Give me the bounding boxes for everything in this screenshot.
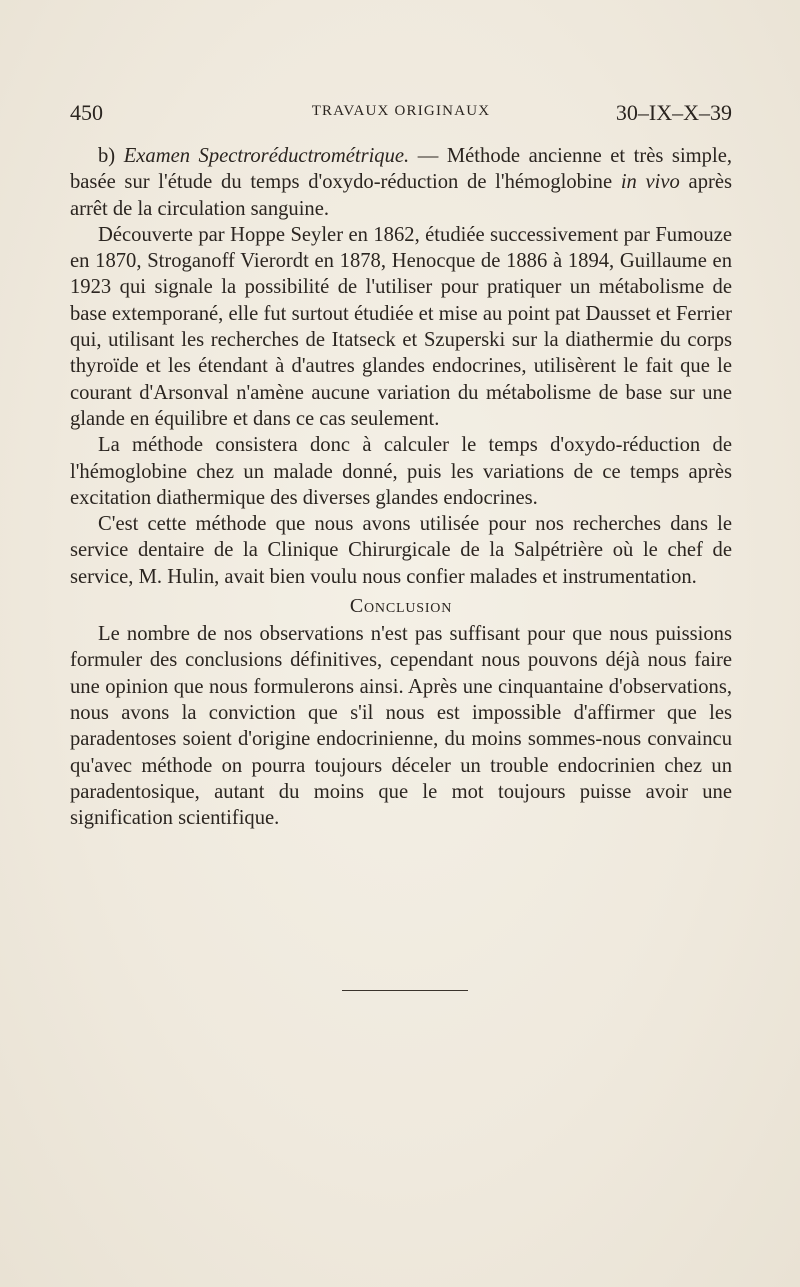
list-marker: b) xyxy=(98,145,124,167)
paragraph-spectro-method xyxy=(70,143,732,222)
body-text xyxy=(70,143,732,831)
section-divider xyxy=(342,990,468,991)
paragraph-conclusion: Le nombre de nos observations n'est pas suffisant pour que nous puissions formuler des conclusions définitives, cependant nous pouvons déjà nous faire une opinion que nous formulerons ainsi. Après une cinquantaine d'observations, nous avons la conviction que s'il nous est impossible d'affirmer que les paradentoses soient d'origine endocrinienne, du moins sommes-nous convaincu qu'avec méthode on pourra toujours déceler un trouble endocrinien chez un paradentosique, autant du moins que le mot toujours puisse avoir une signification scientifique. xyxy=(70,623,732,830)
paragraph-service: C'est cette méthode que nous avons utilisée pour nos recherches dans le service dentaire de la Clinique Chirurgicale de la Salpétrière où le chef de service, M. Hulin, avait bien voulu nous confier malades et instrumentation. xyxy=(70,513,732,588)
section-subtitle: Examen Spectroréductrométrique. xyxy=(123,145,410,167)
page-number: 450 xyxy=(70,100,103,125)
running-title: TRAVAUX ORIGINAUX xyxy=(311,103,491,119)
paragraph-history: Découverte par Hoppe Seyler en 1862, étudiée successivement par Fumouze en 1870, Stroganoff Vierordt en 1878, Henocque de 1886 à 1894, Guillaume en 1923 qui signale la possibilité de l'utiliser pour pratiquer un métabolisme de base extemporané, elle fut surtout étudiée et mise au point pat Dausset et Ferrier qui, utilisant les recherches de Itatseck et Szuperski sur la diathermie du corps thyroïde et les étendant à d'autres glandes endocrines, utilisèrent le fait que le courant d'Arsonval n'amène aucune variation du métabolisme de base sur une glande en équilibre et dans ce cas seulement. xyxy=(70,223,732,430)
conclusion-heading: Conclusion xyxy=(349,595,453,618)
page-header xyxy=(70,100,732,126)
paragraph-text: — Méthode ancienne et très simple, basée sur l'étude du temps d'oxydo-réduction de l'hémoglobine xyxy=(70,145,732,194)
paragraph-method: La méthode consistera donc à calculer le temps d'oxydo-réduction de l'hémoglobine chez un malade donné, puis les variations de ce temps après excitation diathermique des diverses glandes endocrines. xyxy=(70,434,732,509)
paragraph-text: après arrêt de la circulation sanguine. xyxy=(70,171,733,220)
in-vivo-term: in vivo xyxy=(620,171,680,194)
issue-reference: 30–IX–X–39 xyxy=(615,100,732,125)
